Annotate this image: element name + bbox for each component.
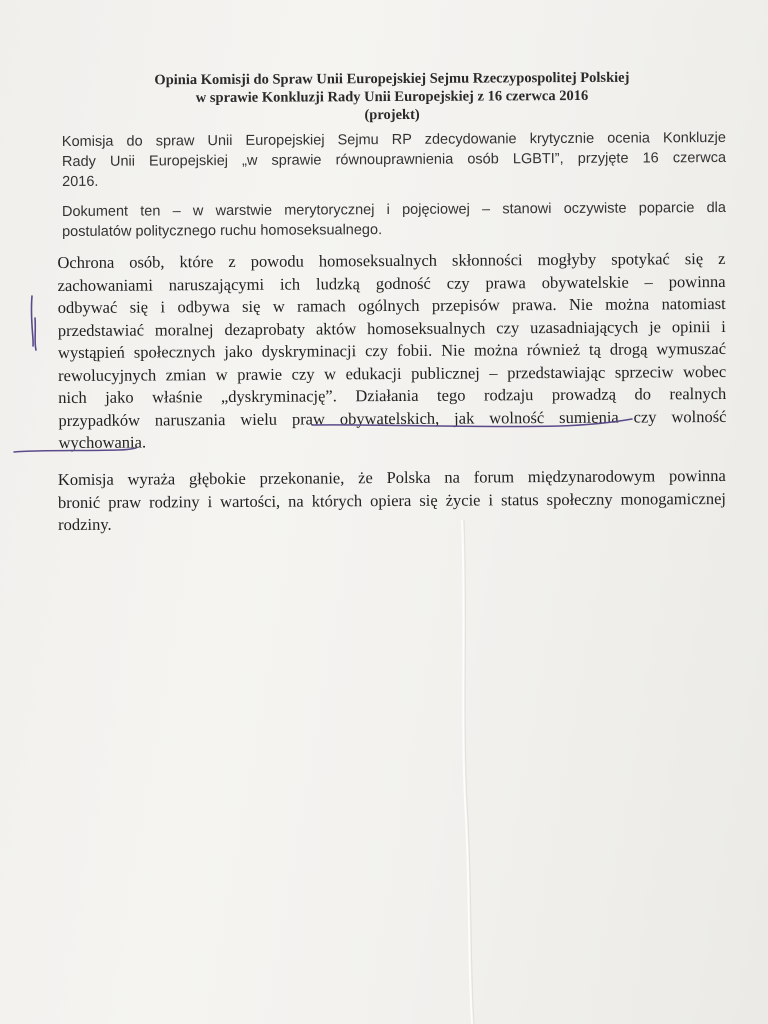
paragraph-line: postulatów politycznego ruchu homoseksualnego. (62, 222, 383, 241)
paragraph-2 (58, 198, 726, 242)
paragraph-line: Komisja wyraża głębokie przekonanie, że Polska na forum międzynarodowym powinna (57, 465, 726, 489)
paragraph-line: przedstawiać moralnej dezaprobaty aktów homoseksualnych czy uzasadniających je opinii i (57, 316, 726, 340)
paragraph-line: nich jako właśnie „dyskryminację”. Działania tego rodzaju prowadzą do realnych (58, 383, 727, 408)
paragraph-line: rodziny. (58, 514, 112, 534)
paragraph-line: Ochrona osób, które z powodu homoseksualnych skłonności mogłyby spotykać się z (57, 248, 726, 273)
paragraph-line: Komisja do spraw Unii Europejskiej Sejmu RP zdecydowanie krytycznie ocenia Konkluzje (61, 129, 726, 151)
paragraph-3 (57, 248, 726, 455)
margin-bracket-mark (31, 296, 36, 350)
paragraph-4 (58, 464, 726, 536)
paragraph-line: Rady Unii Europejskiej „w sprawie równouprawnienia osób LGBTI”, przyjęte 16 czerwca (61, 149, 727, 171)
paragraph-line: bronić praw rodziny i wartości, na których opiera się życie i status społeczny monogamicznej (57, 487, 727, 512)
title-subtitle: (projekt) (364, 106, 420, 124)
paragraph-line: wystąpień społecznych jako dyskryminacji czy fobii. Nie można również tą drogą wymuszać (57, 338, 727, 363)
paragraph-line: Dokument ten – w warstwie merytorycznej i pojęciowej – stanowi oczywiste poparcie dla (61, 199, 726, 221)
paragraph-1 (58, 128, 726, 192)
paragraph-line: zachowaniami naruszającymi ich ludzką godność czy prawa obywatelskie – powinna (57, 271, 726, 295)
title-line: Opinia Komisji do Spraw Unii Europejskiej Sejmu Rzeczypospolitej Polskiej (154, 69, 630, 89)
paragraph-line: rewolucyjnych zmian w prawie czy w edukacji publicznej – przedstawiając sprzeciw wobec (58, 361, 727, 385)
paragraph-line: wychowania. (58, 432, 147, 453)
paragraph-line: odbywać się i odbywa się w ramach ogólnych przepisów prawa. Nie można natomiast (57, 293, 726, 318)
paragraph-line: 2016. (62, 173, 99, 191)
title-line: w sprawie Konkluzji Rady Unii Europejskiej z 16 czerwca 2016 (195, 87, 589, 107)
document-title (58, 68, 726, 125)
document-body (58, 70, 726, 544)
paragraph-line: przypadków naruszania wielu praw obywatelskich, jak wolność sumienia czy wolność (58, 406, 727, 430)
